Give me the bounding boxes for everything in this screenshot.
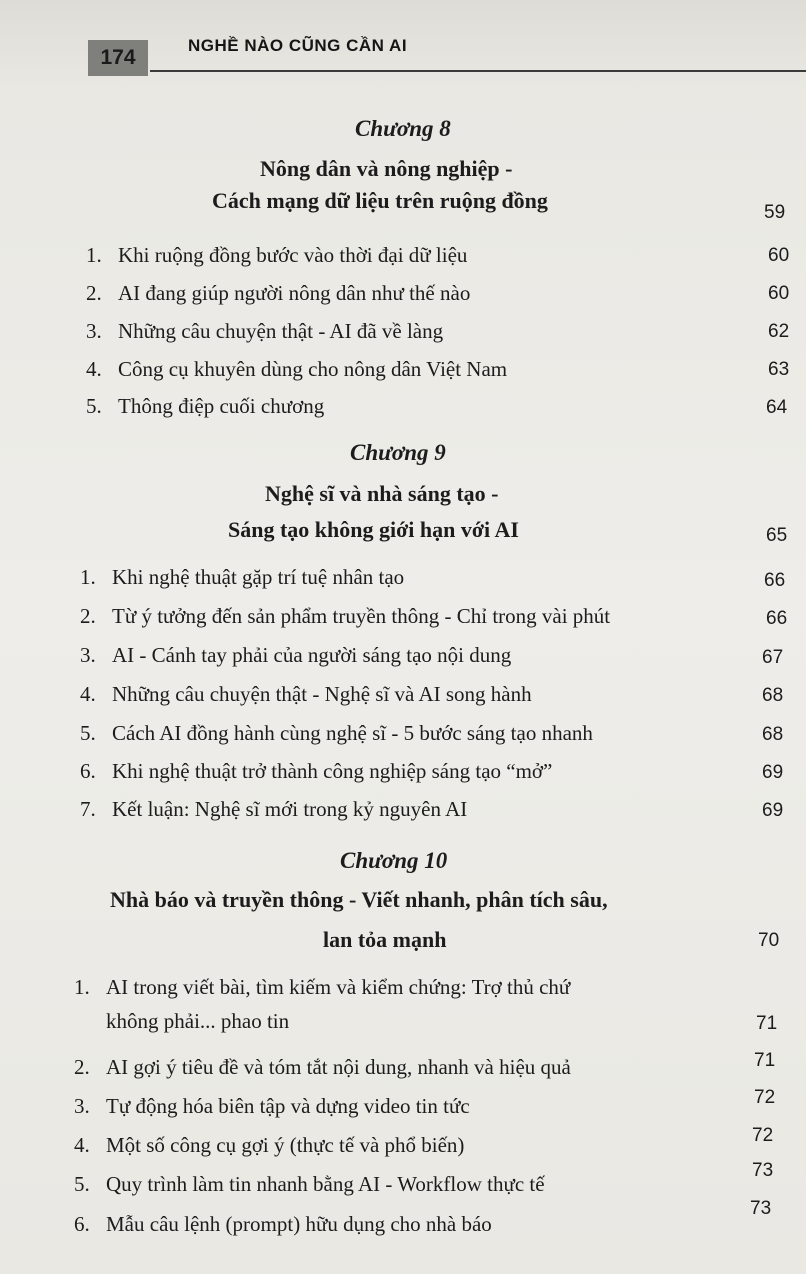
toc-entry-page: 66 [766, 608, 788, 629]
toc-entry-number: 3. [74, 1094, 90, 1118]
toc-entry[interactable] [74, 1212, 492, 1237]
toc-entry[interactable] [80, 721, 593, 746]
toc-entry-page: 60 [768, 245, 790, 266]
toc-entry-page: 63 [768, 359, 790, 380]
toc-entry-number: 5. [74, 1172, 90, 1196]
toc-entry-page: 69 [762, 762, 784, 783]
toc-entry-page: 72 [754, 1087, 776, 1108]
toc-entry-page: 69 [762, 800, 784, 821]
toc-entry[interactable] [74, 970, 714, 1038]
header-rule [150, 70, 806, 72]
toc-entry-title: Từ ý tưởng đến sản phẩm truyền thông - Chỉ trong vài phút [112, 604, 611, 628]
toc-entry[interactable] [86, 394, 324, 419]
toc-entry-number: 1. [86, 243, 102, 267]
toc-entry-page: 73 [752, 1160, 774, 1181]
toc-entry-page: 68 [762, 724, 784, 745]
toc-entry-title: Khi nghệ thuật gặp trí tuệ nhân tạo [112, 565, 405, 589]
toc-entry-title: Cách AI đồng hành cùng nghệ sĩ - 5 bước sáng tạo nhanh [112, 721, 593, 745]
toc-entry-page: 71 [754, 1050, 776, 1071]
toc-entry-title: Quy trình làm tin nhanh bằng AI - Workflow thực tế [106, 1172, 545, 1196]
toc-entry-number: 2. [86, 281, 102, 305]
toc-entry-title: Mẫu câu lệnh (prompt) hữu dụng cho nhà báo [106, 1212, 492, 1236]
toc-entry-number: 5. [86, 394, 102, 418]
chapter-title-line2: Cách mạng dữ liệu trên ruộng đồng [212, 188, 548, 213]
running-title: NGHỀ NÀO CŨNG CẦN AI [188, 36, 408, 55]
toc-entry-title: Khi ruộng đồng bước vào thời đại dữ liệu [118, 243, 468, 267]
toc-entry[interactable] [80, 643, 511, 668]
chapter-page-number: 59 [764, 202, 786, 223]
toc-entry[interactable] [74, 1133, 464, 1158]
toc-entry[interactable] [86, 243, 467, 268]
chapter-label: Chương 8 [355, 116, 451, 141]
chapter-title-line1: Nghệ sĩ và nhà sáng tạo - [265, 481, 499, 506]
toc-entry-title: AI - Cánh tay phải của người sáng tạo nội dung [112, 643, 512, 667]
toc-entry-page: 67 [762, 647, 784, 668]
toc-entry-title: Kết luận: Nghệ sĩ mới trong kỷ nguyên AI [112, 797, 468, 821]
toc-entry-title: Một số công cụ gợi ý (thực tế và phổ biến) [106, 1133, 465, 1157]
page-number: 174 [88, 40, 148, 76]
toc-entry-number: 1. [80, 565, 96, 589]
toc-entry-title: AI đang giúp người nông dân như thế nào [118, 281, 471, 305]
toc-entry-number: 2. [80, 604, 96, 628]
toc-entry-number: 5. [80, 721, 96, 745]
toc-entry-number: 4. [86, 357, 102, 381]
toc-entry-title: AI trong viết bài, tìm kiếm và kiểm chứng: Trợ thủ chứ [106, 975, 571, 999]
chapter-title-line2: Sáng tạo không giới hạn với AI [228, 517, 519, 542]
toc-entry[interactable] [86, 357, 507, 382]
toc-entry-title: Tự động hóa biên tập và dựng video tin tức [106, 1094, 470, 1118]
toc-entry-number: 3. [80, 643, 96, 667]
toc-entry-title: Thông điệp cuối chương [118, 394, 325, 418]
toc-entry-page: 71 [756, 1013, 778, 1034]
toc-entry-number: 6. [80, 759, 96, 783]
toc-entry[interactable] [86, 319, 443, 344]
toc-entry-number: 3. [86, 319, 102, 343]
toc-entry-title: Khi nghệ thuật trở thành công nghiệp sáng tạo “mở” [112, 759, 553, 783]
chapter-label: Chương 10 [340, 848, 448, 873]
toc-entry-number: 4. [80, 682, 96, 706]
toc-entry-title-continued: không phải... phao tin [106, 1009, 290, 1033]
toc-entry[interactable] [80, 797, 467, 822]
toc-entry-page: 72 [752, 1125, 774, 1146]
toc-entry-page: 64 [766, 397, 788, 418]
chapter-page-number: 65 [766, 525, 788, 546]
toc-entry-number: 2. [74, 1055, 90, 1079]
chapter-title-line1: Nông dân và nông nghiệp - [260, 156, 513, 181]
toc-entry[interactable] [86, 281, 470, 306]
chapter-page-number: 70 [758, 930, 780, 951]
toc-entry-title: AI gợi ý tiêu đề và tóm tắt nội dung, nhanh và hiệu quả [106, 1055, 571, 1079]
toc-entry-number: 1. [74, 975, 90, 999]
toc-entry-number: 4. [74, 1133, 90, 1157]
toc-entry[interactable] [74, 1055, 571, 1080]
toc-entry-number: 6. [74, 1212, 90, 1236]
toc-entry[interactable] [80, 604, 610, 629]
toc-entry[interactable] [80, 682, 532, 707]
chapter-label: Chương 9 [350, 440, 446, 465]
toc-entry[interactable] [80, 565, 404, 590]
toc-entry[interactable] [74, 1094, 470, 1119]
toc-entry-title: Những câu chuyện thật - AI đã về làng [118, 319, 444, 343]
chapter-title-line1: Nhà báo và truyền thông - Viết nhanh, phân tích sâu, [110, 887, 608, 912]
toc-entry[interactable] [74, 1172, 545, 1197]
toc-entry-page: 68 [762, 685, 784, 706]
toc-entry-number: 7. [80, 797, 96, 821]
toc-entry-title: Những câu chuyện thật - Nghệ sĩ và AI song hành [112, 682, 532, 706]
toc-entry-page: 66 [764, 570, 786, 591]
chapter-title-line2: lan tỏa mạnh [323, 927, 447, 952]
toc-entry-title: Công cụ khuyên dùng cho nông dân Việt Nam [118, 357, 508, 381]
toc-entry-page: 73 [750, 1198, 772, 1219]
toc-entry-page: 62 [768, 321, 790, 342]
toc-entry-page: 60 [768, 283, 790, 304]
toc-entry[interactable] [80, 759, 552, 784]
